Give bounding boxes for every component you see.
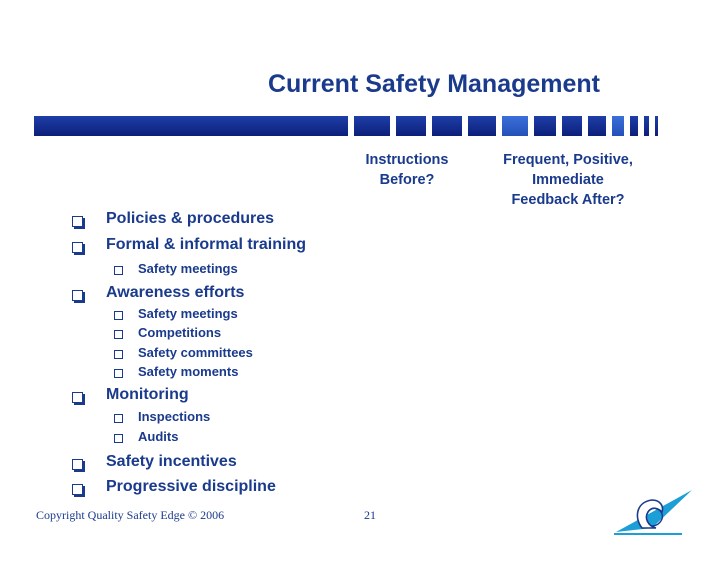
list-item: Formal & informal training [106, 236, 307, 253]
bullet-box-icon [114, 266, 123, 275]
bullet-square-icon [72, 216, 83, 227]
bar-segment [612, 116, 624, 136]
column-header-line: Frequent, Positive, [503, 152, 633, 168]
bullet-box-icon [114, 414, 123, 423]
list-item: Safety meetings [138, 261, 238, 276]
column-header-line: Immediate [532, 172, 604, 188]
column-header-line: Instructions [365, 152, 449, 168]
list-item: Awareness efforts [106, 284, 245, 301]
bullet-square-icon [72, 392, 83, 403]
page-number: 21 [364, 508, 376, 522]
bullet-box-icon [114, 434, 123, 443]
bar-segment [534, 116, 556, 136]
swoosh-logo-icon [612, 488, 698, 536]
bar-segment [396, 116, 426, 136]
bar-segment [562, 116, 582, 136]
bar-segment [630, 116, 638, 136]
column-header-line: Feedback After? [511, 192, 625, 208]
bullet-square-icon [72, 484, 83, 495]
list-item: Policies & procedures [106, 210, 275, 227]
footer-copyright: Copyright Quality Safety Edge © 2006 [36, 508, 225, 522]
slide-title: Current Safety Management [267, 70, 601, 98]
column-header-line: Before? [379, 172, 435, 188]
bullet-box-icon [114, 350, 123, 359]
bullet-box-icon [114, 369, 123, 378]
list-item: Inspections [138, 409, 211, 424]
list-item: Safety moments [138, 364, 239, 379]
bar-segment [644, 116, 649, 136]
list-item: Safety incentives [106, 453, 237, 470]
bar-segment [432, 116, 462, 136]
bar-segment [34, 116, 348, 136]
bullet-square-icon [72, 459, 83, 470]
list-item: Safety meetings [138, 306, 238, 321]
column-header-feedback [480, 150, 656, 210]
title-decorative-bar [34, 116, 658, 136]
bullet-square-icon [72, 290, 83, 301]
bar-segment [588, 116, 606, 136]
list-item: Competitions [138, 325, 222, 340]
bar-segment [655, 116, 658, 136]
bullet-box-icon [114, 311, 123, 320]
list-item: Monitoring [106, 386, 189, 403]
column-header-instructions [352, 150, 462, 190]
bar-segment [502, 116, 528, 136]
list-item: Audits [138, 429, 179, 444]
list-item: Progressive discipline [106, 478, 276, 495]
bullet-box-icon [114, 330, 123, 339]
bar-segment [468, 116, 496, 136]
list-item: Safety committees [138, 345, 253, 360]
bullet-square-icon [72, 242, 83, 253]
bar-segment [354, 116, 390, 136]
